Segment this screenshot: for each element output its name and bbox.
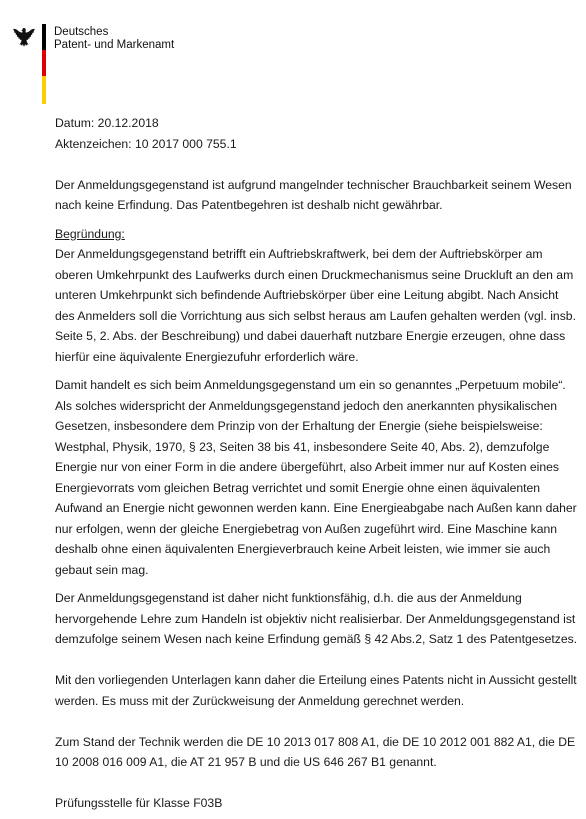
text-line: Zum Stand der Technik werden die DE 10 2013 017 808 A1, die DE 10 2012 001 882 A1, die DE bbox=[55, 734, 576, 749]
paragraph-prior-art bbox=[55, 732, 575, 773]
text-line: Aufwand an Energie nicht gewonnen werden kann. Eine Energieabgabe nach Außen kann daher bbox=[55, 501, 577, 515]
org-name-line-2: Patent- und Markenamt bbox=[54, 39, 175, 51]
text-line: Gesetzen, insbesondere dem Prinzip von der Erhaltung der Energie (siehe beispielsweise: bbox=[55, 419, 543, 433]
text-line: Der Anmeldungsgegenstand ist daher nicht funktionsfähig, d.h. die aus der Anmeldung bbox=[55, 591, 522, 605]
signature-line: Prüfungsstelle für Klasse F03B bbox=[55, 796, 223, 810]
text-line: Der Anmeldungsgegenstand ist aufgrund mangelnder technischer Brauchbarkeit seinem Wesen bbox=[55, 177, 572, 192]
text-line: Westphal, Physik, 1970, § 23, Seiten 38 bis 41, insbesondere Seite 40, Abs. 2), demzufolge bbox=[55, 439, 550, 454]
text-line: nach keine Erfindung. Das Patentbegehren ist deshalb nicht gewährbar. bbox=[55, 198, 443, 212]
reasoning-heading: Begründung: bbox=[55, 226, 125, 241]
summary-paragraph bbox=[55, 175, 575, 216]
text-line: hervorgehende Lehre zum Handeln ist objektiv nicht realisierbar. Der Anmeldungsgegenstand ist bbox=[55, 611, 576, 626]
paragraph-outlook bbox=[55, 670, 575, 711]
text-line: demzufolge seinem Wesen nach keine Erfindung gemäß § 42 Abs.2, Satz 1 des Patentgesetzes. bbox=[55, 632, 578, 646]
letterhead bbox=[12, 24, 212, 104]
text-line: oberen Umkehrpunkt des Laufwerks durch einen Druckmechanismus seine Druckluft an den am bbox=[55, 267, 574, 282]
text-line: Als solches widerspricht der Anmeldungsgegenstand jedoch den anerkannten physikalischen bbox=[55, 398, 558, 413]
text-line: deshalb ohne einen äquivalenten Energieverbrauch keine Arbeit leisten, wie immer sie auch bbox=[55, 542, 551, 556]
text-line: werden. Es muss mit der Zurückweisung der Anmeldung gerechnet werden. bbox=[55, 693, 465, 708]
text-line: des Anmelders soll die Vorrichtung aus sich selbst heraus am Laufen gehalten werden (vgl. insb. bbox=[55, 308, 576, 323]
paragraph-subject bbox=[55, 244, 575, 367]
text-line: Seite 5, 2. Abs. der Beschreibung) und dabei dauerhaft nutzbare Energie erzeugen, ohne dass bbox=[55, 329, 566, 343]
flag-stripe-red bbox=[42, 50, 46, 76]
federal-eagle-icon bbox=[12, 26, 36, 50]
text-line: Energievorrats vom gleichen Betrag verrichtet und somit Energie ohne einen äquivalenten bbox=[55, 480, 541, 495]
text-line: gebaut sein mag. bbox=[55, 562, 149, 577]
text-line: Damit handelt es sich beim Anmeldungsgegenstand um ein so genanntes „Perpetuum mobile“. bbox=[55, 378, 566, 392]
flag-stripe-black bbox=[42, 24, 46, 50]
org-name-line-1: Deutsches bbox=[54, 26, 109, 38]
flag-stripe-gold bbox=[42, 76, 46, 104]
paragraph-conclusion bbox=[55, 588, 578, 650]
paragraph-perpetuum-mobile bbox=[55, 375, 575, 580]
text-line: unteren Umkehrpunkt sich befindende Auftriebskörper über eine Leitung abgibt. Nach Ansicht bbox=[55, 288, 559, 302]
text-line: Energie nur von einer Form in die andere übergeführt, also Arbeit immer nur auf Kosten eines bbox=[55, 460, 560, 474]
letter-body bbox=[55, 113, 578, 814]
text-line: Der Anmeldungsgegenstand betrifft ein Auftriebskraftwerk, bei dem der Auftriebskörper am bbox=[55, 247, 543, 261]
text-line: Mit den vorliegenden Unterlagen kann daher die Erteilung eines Patents nicht in Aussicht gestellt bbox=[55, 673, 577, 687]
text-line: hierfür eine äquivalente Energiezufuhr erforderlich wäre. bbox=[55, 349, 359, 364]
text-line: 10 2008 016 009 A1, die AT 21 957 B und die US 646 267 B1 genannt. bbox=[55, 755, 437, 769]
file-number: Aktenzeichen: 10 2017 000 755.1 bbox=[55, 136, 237, 151]
document-date: Datum: 20.12.2018 bbox=[55, 116, 159, 130]
text-line: nur erfolgen, wenn der gleiche Energiebetrag von Außen zugeführt wird. Eine Maschine kann bbox=[55, 521, 558, 536]
